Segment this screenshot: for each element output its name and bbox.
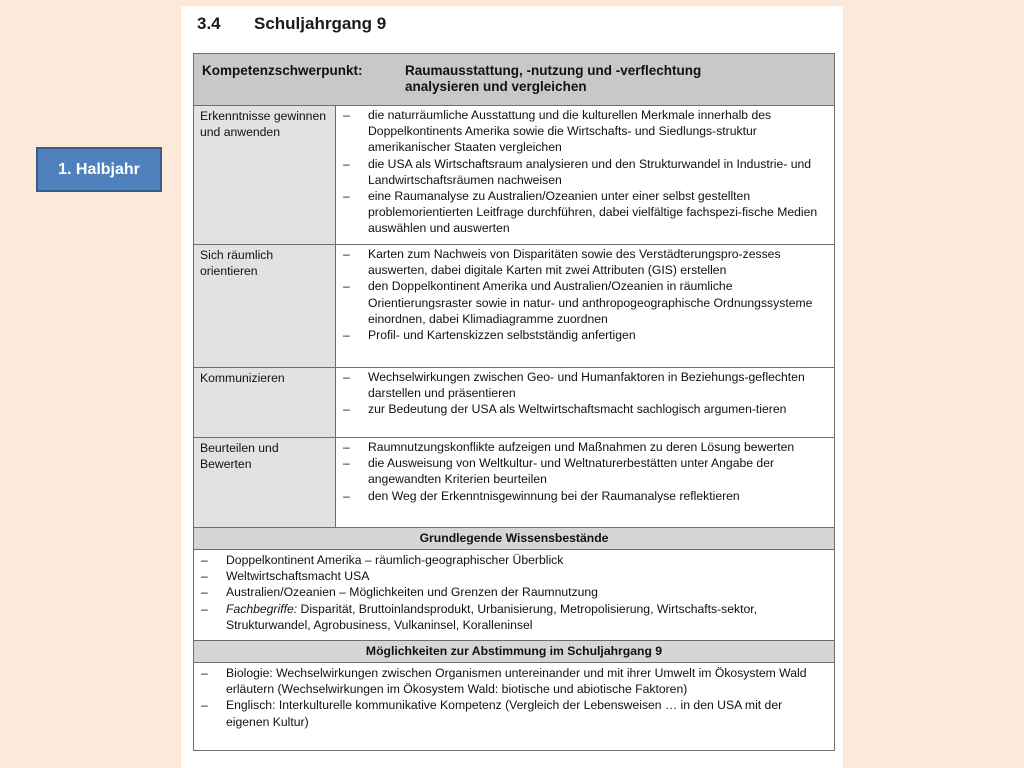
area-items: [336, 245, 835, 368]
section-heading: [197, 14, 386, 34]
area-row: [194, 368, 835, 438]
area-name: Kommunizieren: [194, 368, 336, 438]
list-item: – Karten zum Nachweis von Disparitäten sowie des Verstädterungspro-zesses auswerten, dabei digitale Karten mit zwei Attributen (GIS) erstellen: [343, 247, 781, 278]
area-name: Erkenntnisse gewinnen und anwenden: [194, 106, 336, 245]
list-item: – die Ausweisung von Weltkultur- und Weltnaturerbestätten unter Angabe der angewandten Kriterien beurteilen: [343, 456, 775, 487]
list-item: – Englisch: Interkulturelle kommunikative Kompetenz (Vergleich der Lebensweisen … in den USA mit der eigenen Kultur): [201, 698, 783, 729]
area-row: [194, 106, 835, 245]
curriculum-table: [193, 53, 835, 751]
list-item: – Raumnutzungskonflikte aufzeigen und Maßnahmen zu deren Lösung bewerten: [343, 440, 795, 454]
list-item: – die USA als Wirtschaftsraum analysieren und den Strukturwandel in Industrie- und Landwirtschaftsräumen nachweisen: [343, 156, 812, 187]
area-items: [336, 106, 835, 245]
kompetenz-label: Kompetenzschwerpunkt:: [202, 63, 363, 78]
area-name: Sich räumlich orientieren: [194, 245, 336, 368]
kompetenz-header: [194, 54, 835, 106]
list-item: – Wechselwirkungen zwischen Geo- und Humanfaktoren in Beziehungs-geflechten darstellen und präsentieren: [343, 370, 805, 401]
list-item: – Fachbegriffe: Disparität, Bruttoinlandsprodukt, Urbanisierung, Metropolisierung, Wirtschafts-sektor, Strukturwandel, Agrobusiness, Vulkaninsel, Koralleninsel: [201, 601, 758, 632]
wissen-list: [194, 550, 835, 641]
list-item: – Doppelkontinent Amerika – räumlich-geographischer Überblick: [201, 553, 564, 567]
section-title: Schuljahrgang 9: [254, 14, 387, 33]
list-item: – den Doppelkontinent Amerika und Australien/Ozeanien in räumliche Orientierungsraster sowie in natur- und anthropogeographische Ordnungssysteme einordnen, dabei Klimadiagramme zuordnen: [343, 279, 813, 326]
list-item: – zur Bedeutung der USA als Weltwirtschaftsmacht sachlogisch argumen-tieren: [343, 402, 787, 417]
area-items: [336, 438, 835, 528]
list-item: – Biologie: Wechselwirkungen zwischen Organismen untereinander und mit ihrer Umwelt im Ökosystem Wald erläutern (Wechselwirkungen im Ökosystem Wald: biotische und abiotische Faktoren): [201, 666, 807, 697]
abstimmung-list: [194, 663, 835, 751]
document-page: [181, 6, 843, 768]
wissen-title: Grundlegende Wissensbestände: [194, 528, 835, 550]
area-row: [194, 245, 835, 368]
area-row: [194, 438, 835, 528]
halbjahr-label: 1. Halbjahr: [36, 147, 162, 192]
section-number: 3.4: [197, 14, 221, 33]
list-item: – die naturräumliche Ausstattung und die kulturellen Merkmale innerhalb des Doppelkontinents Amerika sowie die Wirtschafts- und Siedlungs-struktur amerikanischer Staaten vergleichen: [343, 108, 772, 155]
list-item: – den Weg der Erkenntnisgewinnung bei der Raumanalyse reflektieren: [343, 488, 740, 503]
area-items: [336, 368, 835, 438]
list-item: – eine Raumanalyse zu Australien/Ozeanien unter einer selbst gestellten problemorientierten Leitfrage durchführen, dabei vielfältige fachspezi-fische Medien auswählen und auswerten: [343, 189, 818, 236]
fachbegriffe-label: Fachbegriffe:: [226, 601, 298, 616]
list-item: – Australien/Ozeanien – Möglichkeiten und Grenzen der Raumnutzung: [201, 585, 598, 600]
kompetenz-value: Raumausstattung, -nutzung und -verflechtung analysieren und vergleichen: [405, 63, 702, 94]
area-name: Beurteilen und Bewerten: [194, 438, 336, 528]
list-item: – Profil- und Kartenskizzen selbstständig anfertigen: [343, 328, 636, 343]
abstimmung-title: Möglichkeiten zur Abstimmung im Schuljahrgang 9: [194, 641, 835, 663]
list-item: – Weltwirtschaftsmacht USA: [201, 569, 370, 584]
